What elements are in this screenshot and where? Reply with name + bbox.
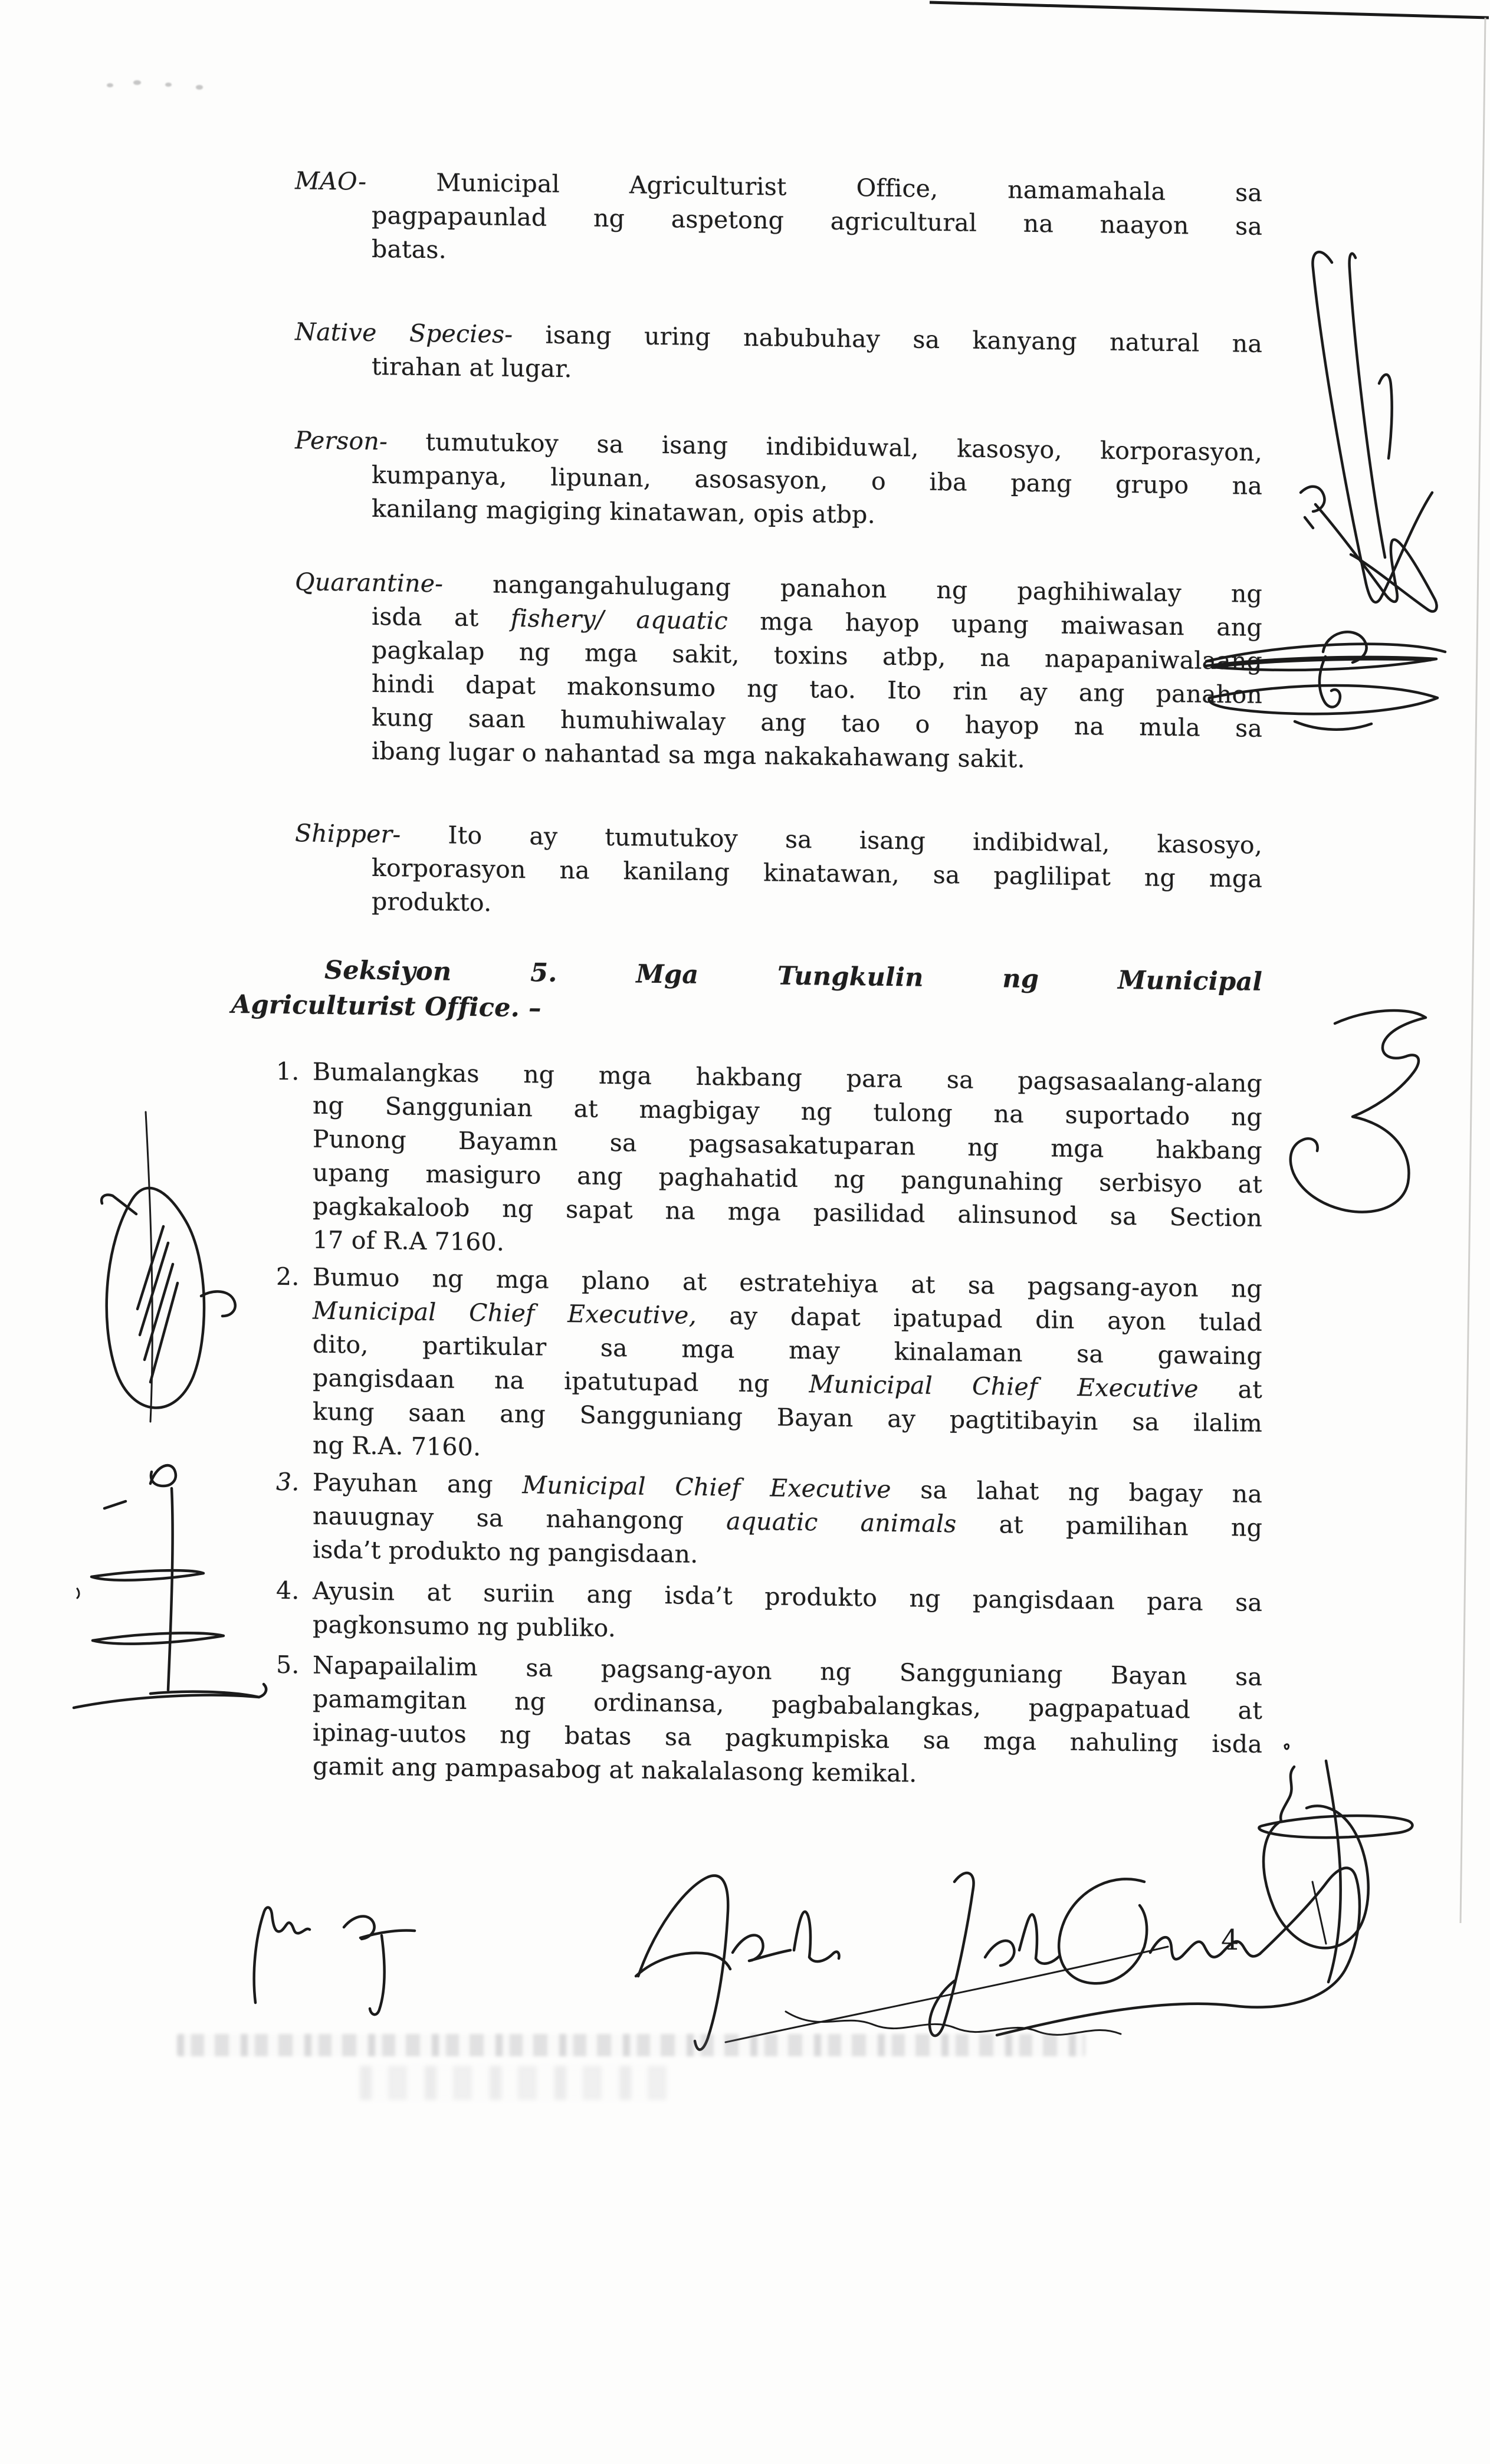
ghost-text-band [177, 2034, 1085, 2056]
signature-main-bottom [631, 1864, 1457, 2059]
list-item-1: 1. Bumalangkas ng mga hakbang para sa pagsasaalang-alang ng Sanggunian at magbigay ng tulong na suportado ng Punong Bayamn sa pagsasakatuparan ng mga hakbang upang masiguro ang paghahatid ng pangunahing serbisyo at pagkakaloob ng sapat na mga pasilidad alinsunod sa Section 17 of R.A 7160. [276, 1055, 1262, 1269]
list-item-3: 3. Payuhan ang Municipal Chief Executive sa lahat ng bagay na nauugnay sa nahangong aquatic animals at pamilihan ng isda’t produkto ng pangisdaan. [276, 1465, 1262, 1579]
signature-left-ladder-scribble [56, 1454, 268, 1725]
signature-top-right-initials [1280, 245, 1451, 628]
list-number: 1. [276, 1057, 300, 1086]
scan-speck [165, 83, 172, 87]
definition-mao: MAO- Municipal Agriculturist Office, namamahala sa pagpapaunlad ng aspetong agricultural na naayon sa batas. [295, 166, 1262, 264]
list-number: 4. [276, 1576, 300, 1605]
signature-loop-flourish [1200, 622, 1448, 734]
list-number: 3. [276, 1467, 300, 1497]
signature-bottom-left-initials [245, 1897, 434, 2020]
list-item-2: 2. Bumuo ng mga plano at estratehiya at sa pagsang-ayon ng Municipal Chief Executive, ay dapat ipatupad din ayon tulad dito, partikular sa mga may kinalaman sa gawaing pangisdaan na ipatutupad ng Municipal Chief Executive at kung saan ang Sangguniang Bayan ay pagtitibayin sa ilalim ng R.A. 7160. [276, 1260, 1262, 1474]
ghost-text-band-lower [360, 2066, 667, 2100]
scan-speck [107, 83, 113, 87]
list-number: 2. [276, 1262, 300, 1291]
scan-speck [196, 85, 203, 90]
definition-shipper: Shipper- Ito ay tumutukoy sa isang indibidwal, kasosyo, korporasyon na kanilang kinatawan, sa paglilipat ng mga produkto. [295, 819, 1262, 917]
signature-left-oval-scribble [62, 1106, 209, 1428]
list-number: 5. [276, 1650, 300, 1679]
section-heading: Seksiyon 5. Mga Tungkulin ng Municipal Agriculturist Office. – [231, 955, 1262, 1023]
list-item-5: 5. Napapailalim sa pagsang-ayon ng Sangguniang Bayan sa pamamgitan ng ordinansa, pagbabalangkas, pagpapatuad at ipinag-uutos ng batas sa pagkumpiska sa mga nahuling isda gamit ang pampasabog at nakalalasong kemikal. [276, 1648, 1262, 1795]
signature-numeral-3-flourish [1265, 1000, 1436, 1224]
definition-person: Person- tumutukoy sa isang indibiduwal, kasosyo, korporasyon, kumpanya, lipunan, asosasyon, o iba pang grupo na kanilang magiging kinatawan, opis atbp. [295, 426, 1262, 529]
list-item-4: 4. Ayusin at suriin ang isda’t produkto ng pangisdaan para sa pagkonsumo ng publiko. [276, 1574, 1262, 1653]
definition-native-species: Native Species- isang uring nabubuhay sa kanyang natural na tirahan at lugar. [295, 317, 1262, 383]
definition-quarantine: Quarantine- nangangahulugang panahon ng paghihiwalay ng isda at fishery/ aquatic mga hayop upang maiwasan ang pagkalap ng mga sakit, toxins atbp, na napapaniwalaang hindi dapat makonsumo ng tao. Ito rin ay ang panahon kung saan humuhiwalay ang tao o hayop na mula sa ibang lugar o nahantad sa mga nakakahawang sakit. [295, 567, 1262, 773]
signature-numeral-4: 4 [1221, 1924, 1239, 1957]
scan-speck [133, 80, 141, 85]
